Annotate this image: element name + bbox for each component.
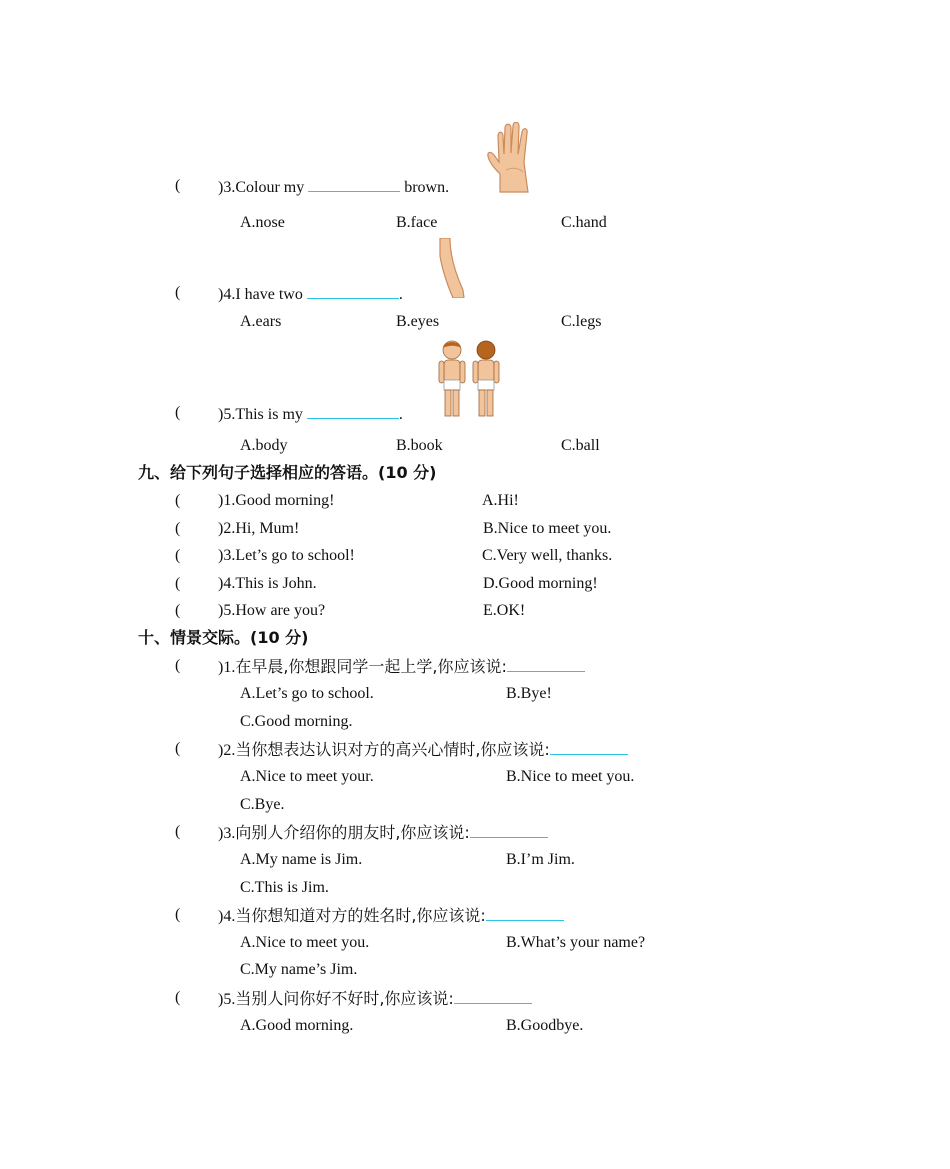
hand-picture [486,122,544,194]
option-b: B.Goodbye. [506,1017,584,1034]
option-a: A.My name is Jim. [240,851,363,868]
option-c: C.My name’s Jim. [240,961,358,978]
answer-paren[interactable]: ( [175,602,181,619]
answer-paren[interactable]: ( [175,575,181,592]
answer-paren[interactable]: ( [175,823,181,840]
question-text: )1.在早晨,你想跟同学一起上学,你应该说: [218,656,585,678]
answer-paren[interactable]: ( [175,284,181,301]
option-a: A.Nice to meet you. [240,934,370,951]
section-9-heading: 九、给下列句子选择相应的答语。(10 分) [138,463,437,482]
option-b: B.book [396,437,443,454]
option-b: B.I’m Jim. [506,851,575,868]
option-a: A.Nice to meet your. [240,768,374,785]
answer-blank[interactable] [307,283,399,299]
option-a: A.nose [240,214,285,231]
option-c: C.Bye. [240,796,285,813]
question-text: )3.向别人介绍你的朋友时,你应该说: [218,822,548,844]
option-c: C.This is Jim. [240,879,329,896]
answer-paren[interactable]: ( [175,520,181,537]
answer-blank[interactable] [454,988,532,1004]
answer-paren[interactable]: ( [175,547,181,564]
matching-answer: D.Good morning! [483,575,598,592]
matching-question: )1.Good morning! [218,492,335,509]
answer-blank[interactable] [507,656,585,672]
body-picture [436,338,504,420]
question-text: )3.Colour my brown. [218,176,449,198]
answer-paren[interactable]: ( [175,404,181,421]
question-text: )5.This is my . [218,403,403,425]
matching-answer: B.Nice to meet you. [483,520,612,537]
matching-question: )4.This is John. [218,575,317,592]
answer-blank[interactable] [307,403,399,419]
answer-paren[interactable]: ( [175,740,181,757]
option-c: C.legs [561,313,602,330]
option-b: B.Nice to meet you. [506,768,635,785]
answer-blank[interactable] [550,739,628,755]
matching-question: )2.Hi, Mum! [218,520,300,537]
answer-paren[interactable]: ( [175,657,181,674]
matching-question: )5.How are you? [218,602,326,619]
answer-paren[interactable]: ( [175,989,181,1006]
answer-blank[interactable] [308,176,400,192]
answer-paren[interactable]: ( [175,492,181,509]
question-text: )5.当别人问你好不好时,你应该说: [218,988,532,1010]
option-b: B.Bye! [506,685,552,702]
option-b: B.eyes [396,313,440,330]
option-a: A.Good morning. [240,1017,354,1034]
question-text: )4.当你想知道对方的姓名时,你应该说: [218,905,564,927]
option-c: C.ball [561,437,600,454]
option-c: C.hand [561,214,607,231]
question-text: )4.I have two . [218,283,403,305]
option-c: C.Good morning. [240,713,353,730]
matching-question: )3.Let’s go to school! [218,547,355,564]
answer-blank[interactable] [470,822,548,838]
option-a: A.body [240,437,288,454]
option-b: B.What’s your name? [506,934,646,951]
leg-picture [437,238,467,298]
answer-paren[interactable]: ( [175,906,181,923]
section-10-heading: 十、情景交际。(10 分) [138,628,309,647]
option-a: A.ears [240,313,282,330]
answer-paren[interactable]: ( [175,177,181,194]
option-a: A.Let’s go to school. [240,685,374,702]
matching-answer: E.OK! [483,602,526,619]
option-b: B.face [396,214,438,231]
matching-answer: A.Hi! [482,492,519,509]
matching-answer: C.Very well, thanks. [482,547,613,564]
answer-blank[interactable] [486,905,564,921]
question-text: )2.当你想表达认识对方的高兴心情时,你应该说: [218,739,628,761]
